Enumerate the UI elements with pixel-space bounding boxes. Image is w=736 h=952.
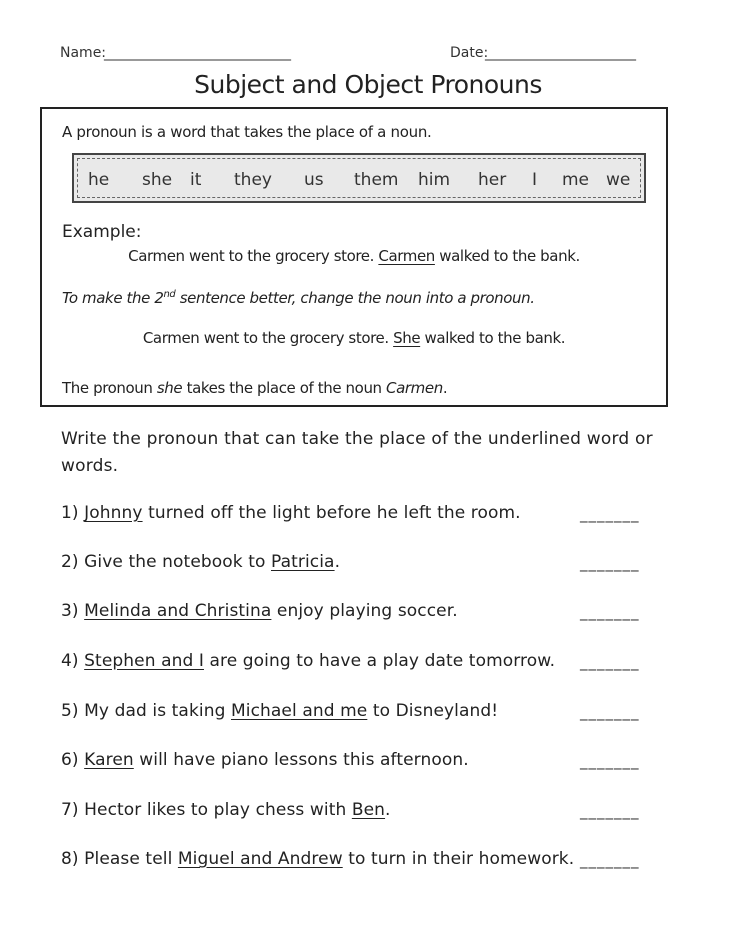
answer-blank[interactable]: _______ xyxy=(580,752,640,770)
answer-blank[interactable]: _______ xyxy=(580,603,640,621)
underlined-noun: Karen xyxy=(84,750,134,770)
summary-noun: Carmen xyxy=(386,379,443,397)
question-text: enjoy playing soccer. xyxy=(271,601,458,621)
summary-text: The pronoun xyxy=(62,379,157,397)
summary-text: . xyxy=(442,379,448,397)
pronoun-word: he xyxy=(88,170,110,190)
example-text: Carmen went to the grocery store. xyxy=(142,329,394,347)
question-7 xyxy=(61,800,391,820)
question-text: 6) xyxy=(61,750,85,770)
header-row xyxy=(60,45,676,67)
question-text: 2) Give the notebook to xyxy=(61,552,271,572)
example-summary xyxy=(62,379,447,397)
question-text: 1) xyxy=(61,503,85,523)
question-text: to Disneyland! xyxy=(367,701,499,721)
definition-text: A pronoun is a word that takes the place of a noun. xyxy=(62,123,432,141)
pronoun-word: him xyxy=(418,170,451,190)
question-text: 4) xyxy=(61,651,85,671)
question-text: 3) xyxy=(61,601,85,621)
summary-pronoun: she xyxy=(156,379,183,397)
question-6 xyxy=(61,750,469,770)
underlined-noun: Melinda and Christina xyxy=(84,601,272,621)
pronoun-word: we xyxy=(606,170,631,190)
question-2 xyxy=(61,552,340,572)
answer-blank[interactable]: _______ xyxy=(580,505,640,523)
answer-blank[interactable]: _______ xyxy=(580,802,640,820)
answer-blank[interactable]: _______ xyxy=(580,703,640,721)
example-sentence-2 xyxy=(42,329,666,347)
instructions: Write the pronoun that can take the place of the underlined word or words. xyxy=(61,429,653,476)
pronoun-word: them xyxy=(354,170,399,190)
question-text: . xyxy=(334,552,341,572)
note-text: To make the 2 xyxy=(62,289,164,307)
name-label: Name: xyxy=(60,45,107,61)
underlined-noun: Miguel and Andrew xyxy=(177,849,343,869)
question-text: 8) Please tell xyxy=(61,849,178,869)
example-pronoun: She xyxy=(393,329,421,347)
date-label: Date: xyxy=(450,45,489,61)
underlined-noun: Patricia xyxy=(271,552,335,572)
example-sentence-1 xyxy=(42,247,666,265)
question-3 xyxy=(61,601,458,621)
date-field[interactable]: _________________________ xyxy=(485,45,635,61)
answer-blank[interactable]: _______ xyxy=(580,554,640,572)
example-label: Example: xyxy=(62,222,142,242)
example-noun: Carmen xyxy=(378,247,435,265)
question-5 xyxy=(61,701,498,721)
question-text: 5) My dad is taking xyxy=(61,701,231,721)
question-text: 7) Hector likes to play chess with xyxy=(61,800,352,820)
name-field[interactable]: _______________________________ xyxy=(104,45,290,61)
answer-blank[interactable]: _______ xyxy=(580,851,640,869)
info-box xyxy=(40,107,668,407)
pronoun-word: her xyxy=(478,170,507,190)
pronoun-word: I xyxy=(532,170,538,190)
question-text: turned off the light before he left the room. xyxy=(142,503,521,523)
question-8 xyxy=(61,849,574,869)
question-text: are going to have a play date tomorrow. xyxy=(203,651,556,671)
question-4 xyxy=(61,651,555,671)
page-title: Subject and Object Pronouns xyxy=(194,70,542,99)
question-text: . xyxy=(385,800,391,820)
underlined-noun: Stephen and I xyxy=(84,651,204,671)
pronoun-word: me xyxy=(562,170,590,190)
question-1 xyxy=(61,503,521,523)
example-text: Carmen went to the grocery store. xyxy=(128,247,379,265)
note-text: sentence better, change the noun into a pronoun. xyxy=(175,289,535,307)
example-note xyxy=(62,289,535,307)
pronoun-word: they xyxy=(234,170,272,190)
answer-blank[interactable]: _______ xyxy=(580,653,640,671)
pronoun-bank xyxy=(72,153,646,203)
underlined-noun: Ben xyxy=(351,800,386,820)
question-text: will have piano lessons this afternoon. xyxy=(133,750,469,770)
note-superscript: nd xyxy=(163,289,176,300)
summary-text: takes the place of the noun xyxy=(182,379,387,397)
pronoun-word: it xyxy=(190,170,202,190)
underlined-noun: Johnny xyxy=(84,503,143,523)
example-text: walked to the bank. xyxy=(434,247,580,265)
question-text: to turn in their homework. xyxy=(342,849,575,869)
example-text: walked to the bank. xyxy=(420,329,566,347)
pronoun-word: she xyxy=(142,170,173,190)
pronoun-word: us xyxy=(304,170,324,190)
underlined-noun: Michael and me xyxy=(231,701,368,721)
